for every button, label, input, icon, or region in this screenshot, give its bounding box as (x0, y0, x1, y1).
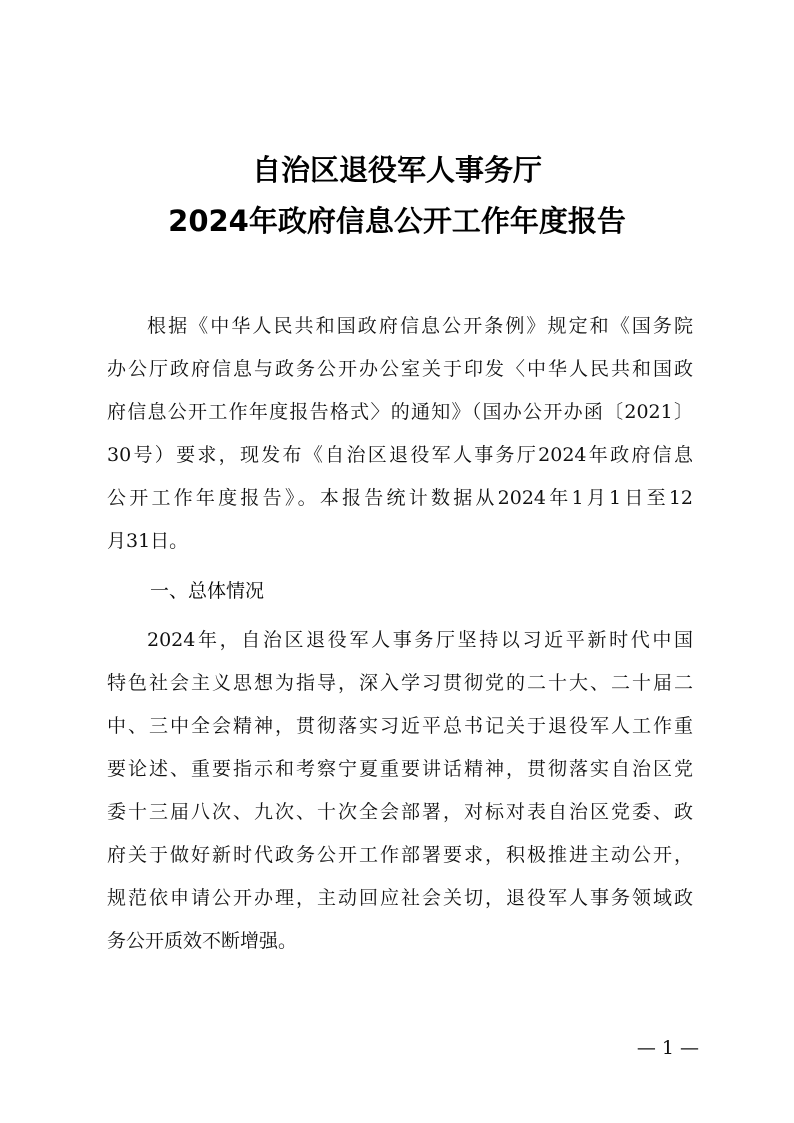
text-line: 办公厅政府信息与政务公开办公室关于印发〈中华人民共和国政 (107, 358, 693, 380)
text-line: 要论述、重要指示和考察宁夏重要讲话精神，贯彻落实自治区党 (107, 758, 693, 780)
text-line: 2024年，自治区退役军人事务厅坚持以习近平新时代中国 (147, 629, 693, 651)
text-line: 公开工作年度报告》。本报告统计数据从2024年1月1日至12 (107, 487, 693, 509)
text-line: 30号）要求，现发布《自治区退役军人事务厅2024年政府信息 (107, 444, 693, 466)
text-line: 规范依申请公开办理，主动回应社会关切，退役军人事务领域政 (107, 887, 693, 909)
page-number: — 1 — (636, 1037, 699, 1059)
text-line: 根据《中华人民共和国政府信息公开条例》规定和《国务院 (147, 315, 693, 337)
section1-paragraph (107, 619, 693, 963)
text-line: 特色社会主义思想为指导，深入学习贯彻党的二十大、二十届二 (107, 672, 693, 694)
text-line: 府信息公开工作年度报告格式〉的通知》（国办公开办函〔2021〕 (107, 401, 693, 423)
text-line: 务公开质效不断增强。 (107, 930, 298, 952)
document-title-line1: 自治区退役军人事务厅 (251, 153, 542, 187)
text-line: 委十三届八次、九次、十次全会部署，对标对表自治区党委、政 (107, 801, 693, 823)
section-heading: 一、总体情况 (150, 580, 265, 602)
document-title-line2: 2024年政府信息公开工作年度报告 (168, 204, 626, 238)
text-line: 府关于做好新时代政务公开工作部署要求，积极推进主动公开， (107, 844, 693, 866)
intro-paragraph (107, 305, 693, 563)
text-line: 月31日。 (107, 530, 189, 552)
text-line: 中、三中全会精神，贯彻落实习近平总书记关于退役军人工作重 (107, 715, 693, 737)
